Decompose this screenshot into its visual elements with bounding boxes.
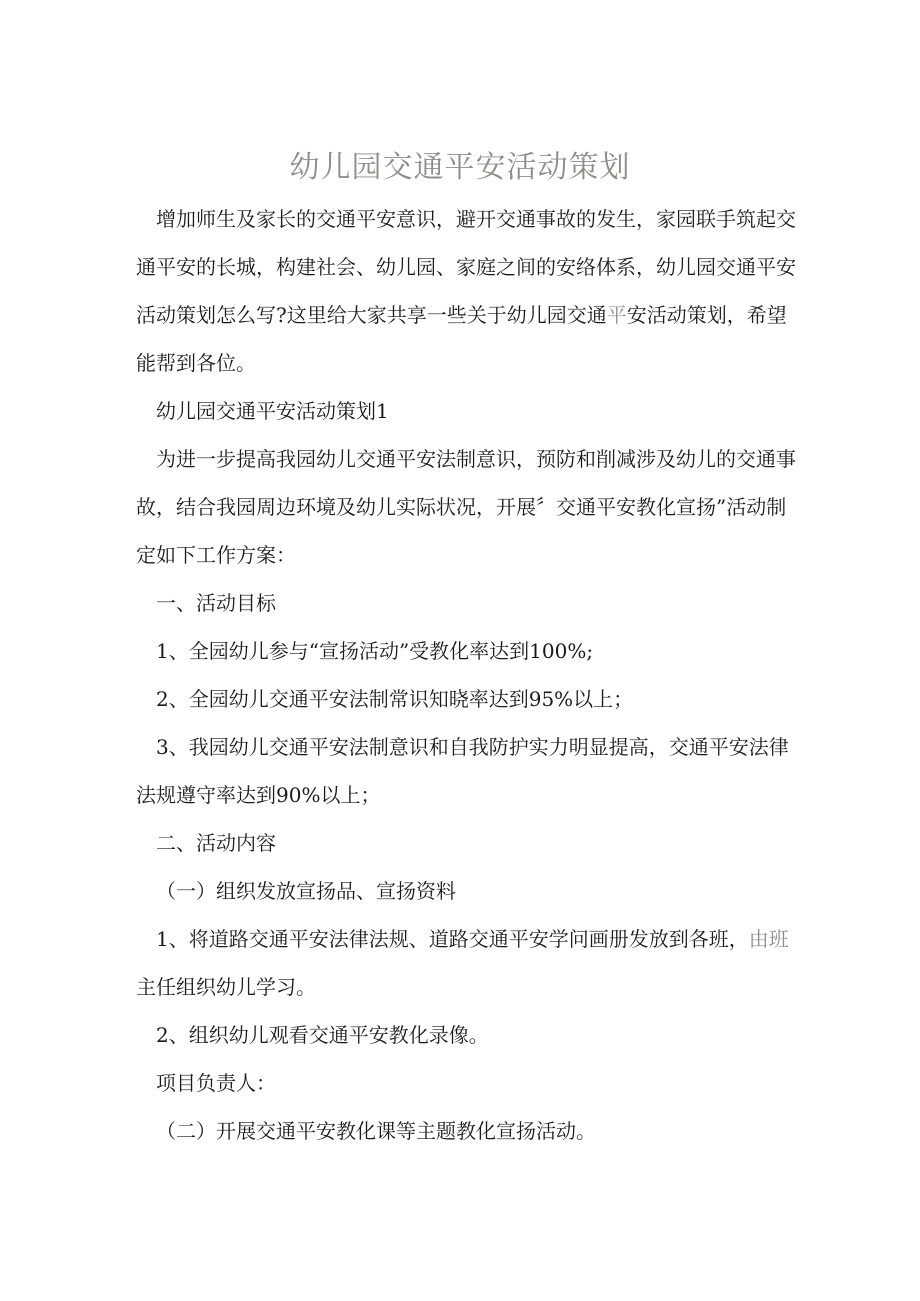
goal-item-3: 3、我园幼儿交通平安法制意识和自我防护实力明显提高，交通平安法律法规遵守率达到90%以上； bbox=[136, 735, 789, 807]
plan-heading: 幼儿园交通平安活动策划1 bbox=[156, 399, 389, 423]
intro-highlight: 平 bbox=[606, 303, 627, 327]
section1-heading: 一、活动目标 bbox=[156, 591, 276, 615]
content-item-1-part1: 1、将道路交通平安法律法规、道路交通平安学问画册发放到各班， bbox=[156, 927, 749, 951]
sub1-heading: （一）组织发放宣扬品、宣扬资料 bbox=[156, 879, 456, 903]
purpose-paragraph: 为进一步提高我园幼儿交通平安法制意识，预防和削减涉及幼儿的交通事故，结合我园周边环境及幼儿实际状况，开展〞交通平安教化宣扬”活动制定如下工作方案： bbox=[136, 447, 796, 567]
intro-text-part1: 增加师生及家长的交通平安意识，避开交通事故的发生，家园联手筑起交通平安的长城，构建社会、幼儿园、家庭之间的安络体系，幼儿园交通平安活动策划怎么写?这里给大家共享一些关于幼儿园交通 bbox=[136, 207, 796, 327]
sub2-heading: （二）开展交通平安教化课等主题教化宣扬活动。 bbox=[156, 1119, 596, 1143]
intro-text-part2: 安活动策划，希望能帮到各位。 bbox=[136, 303, 787, 375]
goal-item-2: 2、全园幼儿交通平安法制常识知晓率达到95%以上； bbox=[156, 687, 634, 711]
document-title: 幼儿园交通平安活动策划 bbox=[289, 150, 631, 185]
content-item-1-highlight: 由班 bbox=[748, 927, 789, 951]
content-item-1 bbox=[136, 915, 796, 1011]
section2-heading: 二、活动内容 bbox=[156, 831, 276, 855]
document-body bbox=[136, 195, 796, 1155]
content-item-1-part2: 主任组织幼儿学习。 bbox=[136, 975, 316, 999]
goal-item-1: 1、全园幼儿参与“宣扬活动”受教化率达到100%; bbox=[156, 639, 594, 663]
content-item-2: 2、组织幼儿观看交通平安教化录像。 bbox=[156, 1023, 489, 1047]
intro-paragraph bbox=[136, 195, 796, 387]
responsible-person: 项目负责人： bbox=[156, 1071, 276, 1095]
